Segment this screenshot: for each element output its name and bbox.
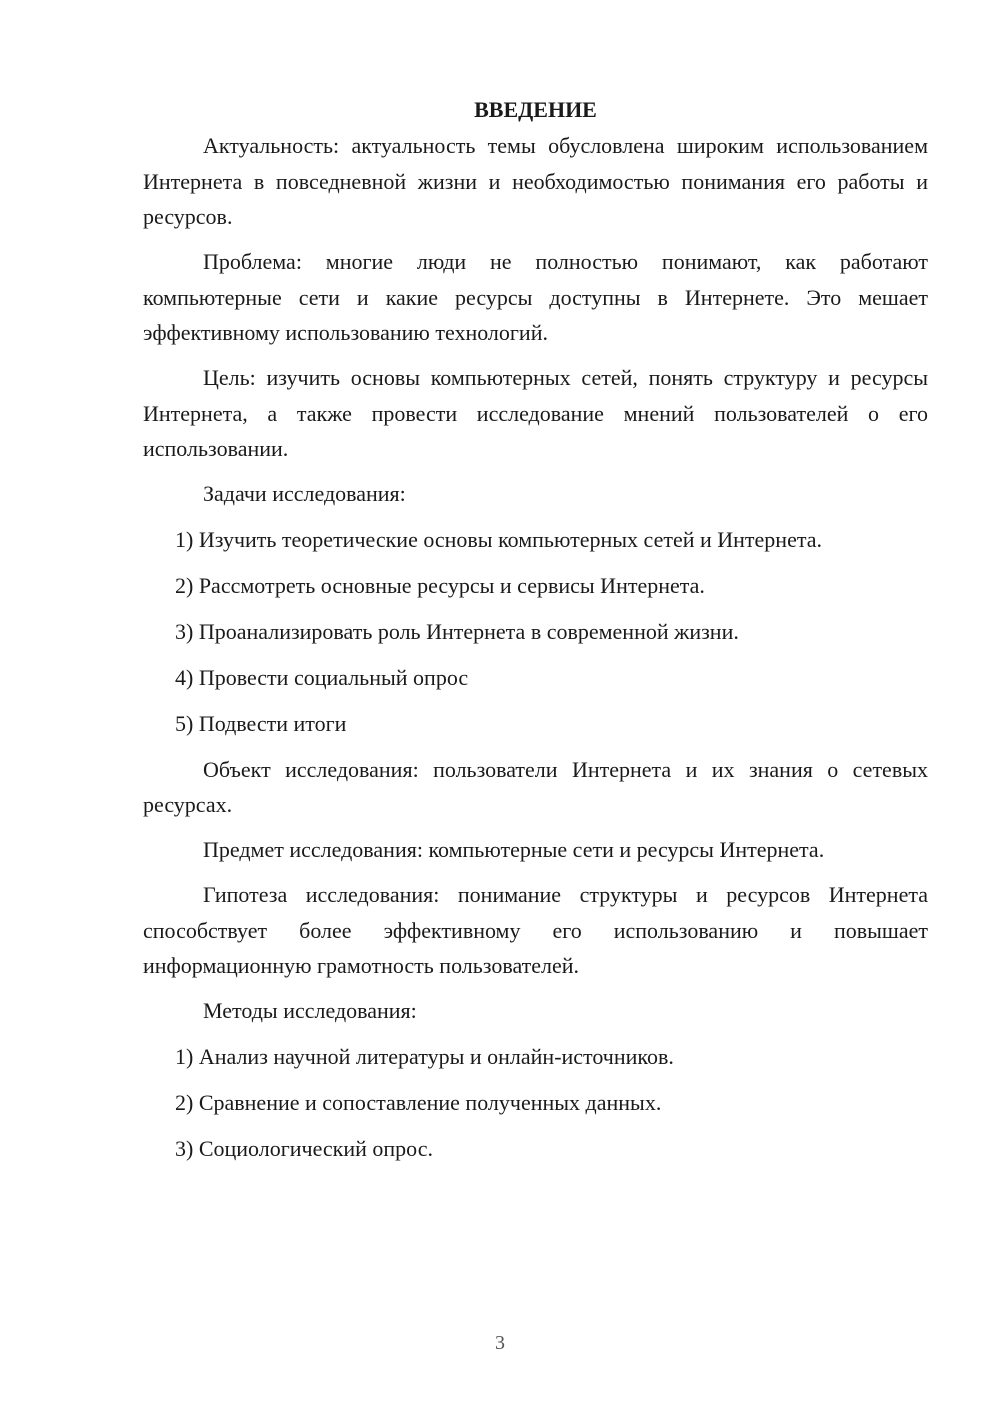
object-paragraph: Объект исследования: пользователи Интернета и их знания о сетевых ресурсах. [143,756,928,817]
method-item: 1) Анализ научной литературы и онлайн-источников. [175,1043,674,1069]
task-item: 1) Изучить теоретические основы компьютерных сетей и Интернета. [175,526,822,552]
section-title: ВВЕДЕНИЕ [474,97,597,122]
tasks-heading: Задачи исследования: [203,481,406,506]
problem-paragraph: Проблема: многие люди не полностью понимают, как работают компьютерные сети и какие ресурсы доступны в Интернете. Это мешает эффективному использованию технологий. [143,249,928,345]
task-item: 2) Рассмотреть основные ресурсы и сервисы Интернета. [175,572,705,598]
goal-paragraph: Цель: изучить основы компьютерных сетей, понять структуру и ресурсы Интернета, а также провести исследование мнений пользователей о его использовании. [143,365,928,461]
method-item: 2) Сравнение и сопоставление полученных данных. [175,1089,662,1115]
method-item: 3) Социологический опрос. [175,1135,433,1161]
page-number: 3 [495,1332,505,1354]
relevance-paragraph: Актуальность: актуальность темы обусловлена широким использованием Интернета в повседневной жизни и необходимостью понимания его работы и ресурсов. [143,133,928,229]
task-item: 3) Проанализировать роль Интернета в современной жизни. [175,618,739,644]
document-page [143,92,928,1177]
methods-list [143,1039,928,1167]
task-item: 4) Провести социальный опрос [175,664,469,690]
tasks-list [143,522,928,742]
subject-paragraph: Предмет исследования: компьютерные сети и ресурсы Интернета. [203,837,825,862]
task-item: 5) Подвести итоги [175,710,347,736]
hypothesis-paragraph: Гипотеза исследования: понимание структуры и ресурсов Интернета способствует более эффективному его использованию и повышает информационную грамотность пользователей. [143,882,928,978]
methods-heading: Методы исследования: [203,998,417,1023]
